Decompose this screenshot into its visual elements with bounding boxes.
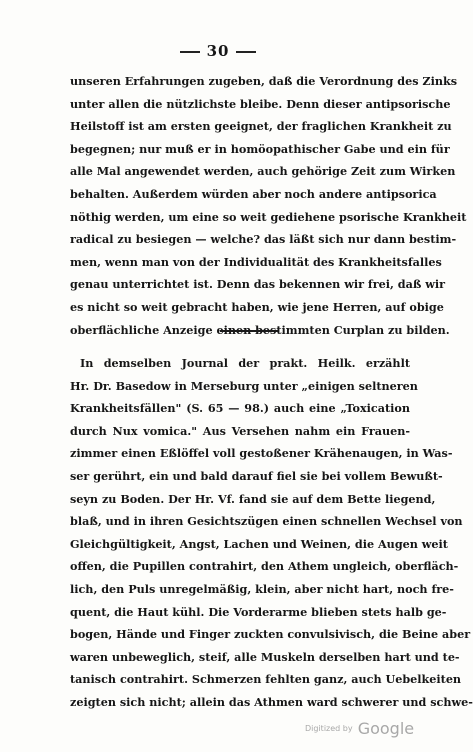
header-dash-left — [180, 51, 200, 53]
text-line: Krankheitsfällen" (S. 65 — 98.) auch eine „Toxication — [70, 401, 410, 416]
text-line: zimmer einen Eßlöffel voll gestoßener Krähenaugen, in Was- — [70, 446, 453, 461]
text-line: genau unterrichtet ist. Denn das bekennen wir frei, daß wir — [70, 277, 445, 292]
text-line: ser gerührt, ein und bald darauf fiel sie bei vollem Bewußt- — [70, 468, 443, 483]
text-line: behalten. Außerdem würden aber noch andere antipsorica — [70, 186, 437, 201]
digitized-by-google-watermark — [305, 718, 414, 738]
text-line: durch Nux vomica." Aus Versehen nahm ein Frauen- — [70, 423, 410, 438]
text-line: Heilstoff ist am ersten geeignet, der fraglichen Krankheit zu — [70, 119, 452, 134]
text-line: unseren Erfahrungen zugeben, daß die Verordnung des Zinks — [70, 74, 458, 88]
text-line: offen, die Pupillen contrahirt, den Athem ungleich, oberfläch- — [70, 559, 459, 574]
watermark-prefix: Digitized by — [305, 724, 353, 733]
text-line: bogen, Hände und Finger zuckten convulsivisch, die Beine aber — [70, 627, 471, 642]
text-line: Hr. Dr. Basedow in Merseburg unter „einigen seltneren — [70, 378, 418, 393]
text-line: lich, den Puls unregelmäßig, klein, aber nicht hart, noch fre- — [70, 581, 454, 596]
text-line: unter allen die nützlichste bleibe. Denn dieser antipsorische — [70, 96, 451, 111]
text-line: quent, die Haut kühl. Die Vorderarme blieben stets halb ge- — [70, 604, 447, 619]
paragraph-1 — [70, 70, 467, 341]
text-line: In demselben Journal der prakt. Heilk. erzählt — [80, 356, 410, 370]
paragraph-2 — [70, 352, 473, 714]
text-line: radical zu besiegen — welche? das läßt sich nur dann bestim- — [70, 232, 457, 247]
section-separator-rule — [220, 330, 278, 332]
text-line: men, wenn man von der Individualität des Krankheitsfalles — [70, 254, 442, 269]
text-line: alle Mal angewendet werden, auch gehörige Zeit zum Wirken — [70, 164, 456, 179]
text-line: begegnen; nur muß er in homöopathischer Gabe und ein für — [70, 141, 450, 156]
text-line: oberflächliche Anzeige einen bestimmten Curplan zu bilden. — [70, 322, 450, 337]
text-line: Gleichgültigkeit, Angst, Lachen und Weinen, die Augen weit — [70, 536, 448, 551]
text-line: es nicht so weit gebracht haben, wie jene Herren, auf obige — [70, 299, 444, 314]
text-line: blaß, und in ihren Gesichtszügen einen schnellen Wechsel von — [70, 514, 463, 529]
page-number-header — [0, 42, 436, 60]
text-line: zeigten sich nicht; allein das Athmen ward schwerer und schwe- — [70, 694, 473, 709]
page-number: 30 — [206, 42, 230, 60]
header-dash-right — [236, 51, 256, 53]
watermark-brand: Google — [357, 719, 415, 738]
text-line: nöthig werden, um eine so weit gediehene psorische Krankheit — [70, 209, 467, 224]
text-line: seyn zu Boden. Der Hr. Vf. fand sie auf dem Bette liegend, — [70, 491, 436, 506]
text-line: waren unbeweglich, steif, alle Muskeln derselben hart und te- — [70, 649, 460, 664]
text-line: tanisch contrahirt. Schmerzen fehlten ganz, auch Uebelkeiten — [70, 672, 462, 687]
